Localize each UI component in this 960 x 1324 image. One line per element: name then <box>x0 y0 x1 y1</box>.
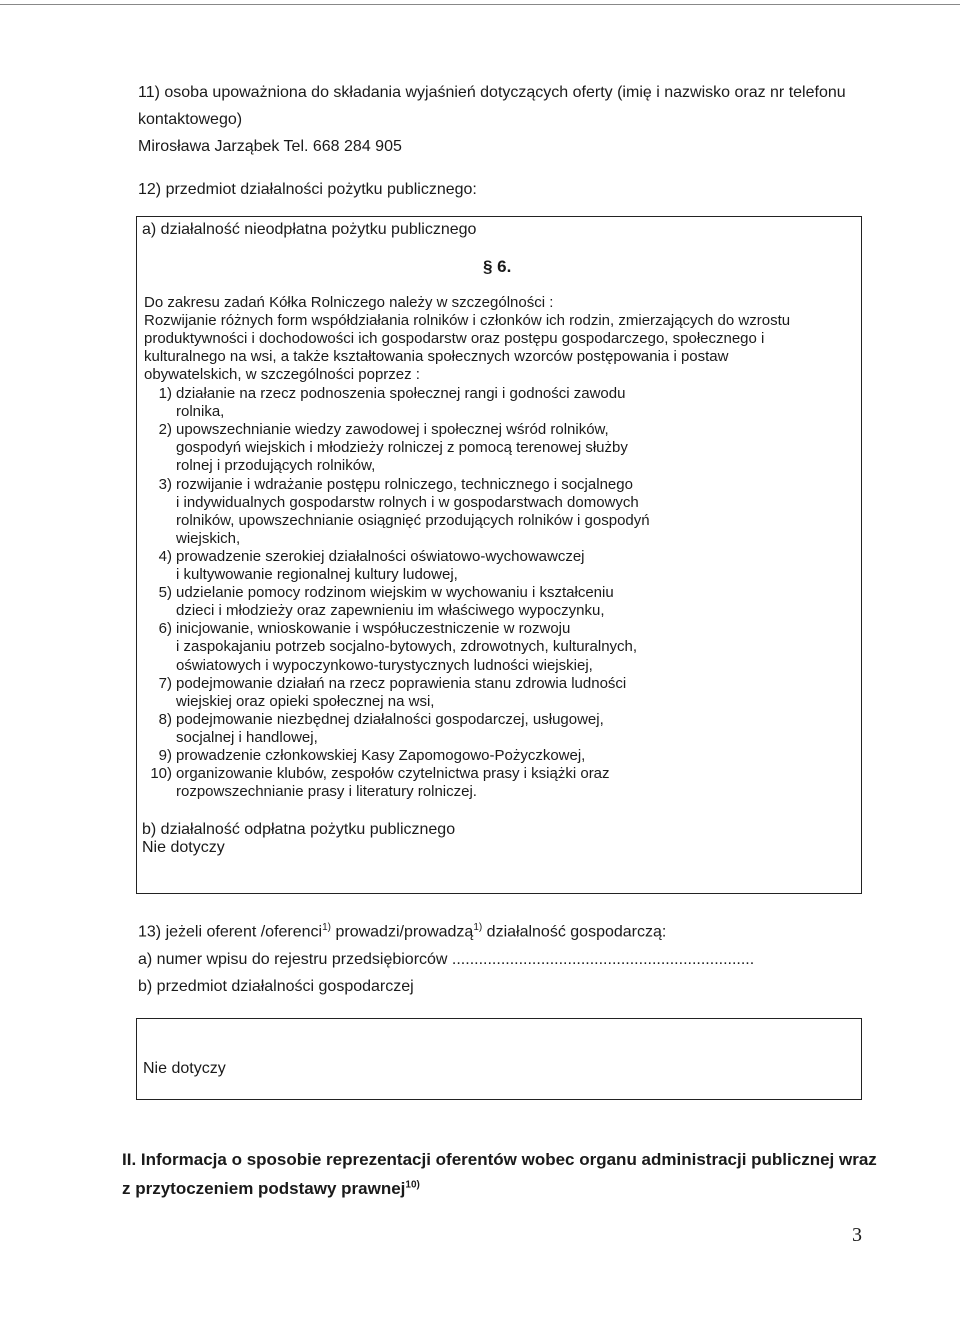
item13-heading-pre: 13) jeżeli oferent /oferenci <box>138 923 323 941</box>
item12-heading: 12) przedmiot działalności pożytku publicznego: <box>138 181 477 198</box>
task-line <box>144 729 318 747</box>
task-text: dzieci i młodzieży oraz zapewnieniu im właściwego wypoczynku, <box>176 602 605 620</box>
task-line <box>144 439 628 457</box>
section2-line2: z przytoczeniem podstawy prawnej <box>122 1179 406 1198</box>
footnote-ref: 1) <box>322 922 332 933</box>
task-text: rozpowszechnianie prasy i literatury rolniczej. <box>176 783 477 801</box>
task-text: rolników, upowszechnianie osiągnięć przodujących rolników i gospodyń <box>176 511 650 529</box>
item13-b-label: b) przedmiot działalności gospodarczej <box>138 978 414 995</box>
intro-line: Rozwijanie różnych form współdziałania rolników i członków ich rodzin, zmierzających do wzrostu <box>144 312 791 329</box>
task-number: 1) <box>158 385 172 402</box>
item13-heading-mid: prowadzi/prowadzą <box>331 923 474 941</box>
task-line <box>144 385 625 403</box>
task-text: upowszechnianie wiedzy zawodowej i społecznej wśród rolników, <box>176 421 609 439</box>
task-line <box>144 494 639 512</box>
task-line <box>144 457 375 475</box>
task-line <box>144 548 585 566</box>
task-line <box>144 675 626 693</box>
task-line <box>144 512 650 530</box>
task-line <box>144 765 610 783</box>
task-number: 6) <box>158 620 172 638</box>
task-line <box>144 747 585 765</box>
task-text: podejmowanie niezbędnej działalności gospodarczej, usługowej, <box>176 710 604 728</box>
page-number: 3 <box>852 1224 862 1246</box>
item12-b-label: b) działalność odpłatna pożytku publicznego <box>142 821 456 838</box>
task-line <box>144 620 570 638</box>
task-number: 7) <box>158 674 172 692</box>
task-line <box>144 783 477 801</box>
section2-line2-wrap <box>122 1179 420 1199</box>
section2-line1: II. Informacja o sposobie reprezentacji oferentów wobec organu administracji publicznej wraz <box>122 1150 877 1169</box>
task-text: wiejskich, <box>176 529 241 547</box>
task-line <box>144 403 224 421</box>
intro-line: produktywności i dochodowości ich gospodarstw oraz postępu gospodarczego, społecznego i <box>144 330 765 347</box>
item12-b-value: Nie dotyczy <box>142 839 225 856</box>
top-edge-line <box>0 4 960 5</box>
item13-box <box>136 1018 862 1100</box>
task-text: socjalnej i handlowej, <box>176 728 318 746</box>
task-line <box>144 584 614 602</box>
task-line <box>144 657 593 675</box>
task-text: i kultywowanie regionalnej kultury ludowej, <box>176 566 458 583</box>
task-text: udzielanie pomocy rodzinom wiejskim w wychowaniu i kształceniu <box>176 584 614 602</box>
task-number: 8) <box>158 710 172 728</box>
item13-a-label: a) numer wpisu do rejestru przedsiębiorców .................................................................... <box>138 951 755 968</box>
footnote-ref: 10) <box>405 1179 420 1191</box>
task-line <box>144 693 434 711</box>
task-text: gospodyń wiejskich i młodzieży rolniczej z pomocą terenowej służby <box>176 439 628 457</box>
intro-line: obywatelskich, w szczególności poprzez : <box>144 366 420 383</box>
item13-heading <box>138 922 666 941</box>
item13-b-value: Nie dotyczy <box>143 1060 226 1077</box>
task-text: wiejskiej oraz opieki społecznej na wsi, <box>176 692 435 710</box>
task-text: i zaspokajaniu potrzeb socjalno-bytowych, zdrowotnych, kulturalnych, <box>176 638 638 656</box>
intro-line: Do zakresu zadań Kółka Rolniczego należy w szczególności : <box>144 294 554 311</box>
task-text: podejmowanie działań na rzecz poprawienia stanu zdrowia ludności <box>176 674 627 692</box>
task-text: rolnej i przodujących rolników, <box>176 457 376 475</box>
task-number: 4) <box>158 547 172 565</box>
item11-contact: Mirosława Jarząbek Tel. 668 284 905 <box>138 138 402 155</box>
task-text: inicjowanie, wnioskowanie i współuczestniczenie w rozwoju <box>176 620 571 638</box>
item12-a-label: a) działalność nieodpłatna pożytku publicznego <box>142 221 477 238</box>
task-text: działanie na rzecz podnoszenia społecznej rangi i godności zawodu <box>176 385 626 402</box>
task-line <box>144 638 637 656</box>
task-text: prowadzenie szerokiej działalności oświatowo-wychowawczej <box>176 547 585 565</box>
task-number: 10) <box>150 765 172 783</box>
intro-line: kulturalnego na wsi, a także kształtowania społecznych wzorców postępowania i postaw <box>144 348 729 365</box>
task-number: 2) <box>158 421 172 439</box>
item11-line2: kontaktowego) <box>138 111 243 128</box>
task-line <box>144 711 604 729</box>
task-text: oświatowych i wypoczynkowo-turystycznych ludności wiejskiej, <box>176 656 593 674</box>
footnote-ref: 1) <box>473 922 483 933</box>
task-line <box>144 530 240 548</box>
task-number: 9) <box>158 747 172 764</box>
item13-heading-post: działalność gospodarczą: <box>482 923 667 941</box>
task-line <box>144 476 633 494</box>
task-text: i indywidualnych gospodarstw rolnych i w gospodarstwach domowych <box>176 493 639 511</box>
item11-line1: 11) osoba upoważniona do składania wyjaśnień dotyczących oferty (imię i nazwisko oraz nr telefonu <box>138 84 846 101</box>
task-line <box>144 602 605 620</box>
task-text: rozwijanie i wdrażanie postępu rolniczego, technicznego i socjalnego <box>176 475 633 493</box>
task-text: rolnika, <box>176 403 225 421</box>
task-text: organizowanie klubów, zespołów czytelnictwa prasy i książki oraz <box>176 765 610 783</box>
task-text: prowadzenie członkowskiej Kasy Zapomogowo-Pożyczkowej, <box>176 747 586 764</box>
task-line <box>144 566 458 584</box>
task-number: 3) <box>158 475 172 493</box>
paragraph-sign: § 6. <box>483 257 512 276</box>
task-line <box>144 421 609 439</box>
task-number: 5) <box>158 584 172 602</box>
